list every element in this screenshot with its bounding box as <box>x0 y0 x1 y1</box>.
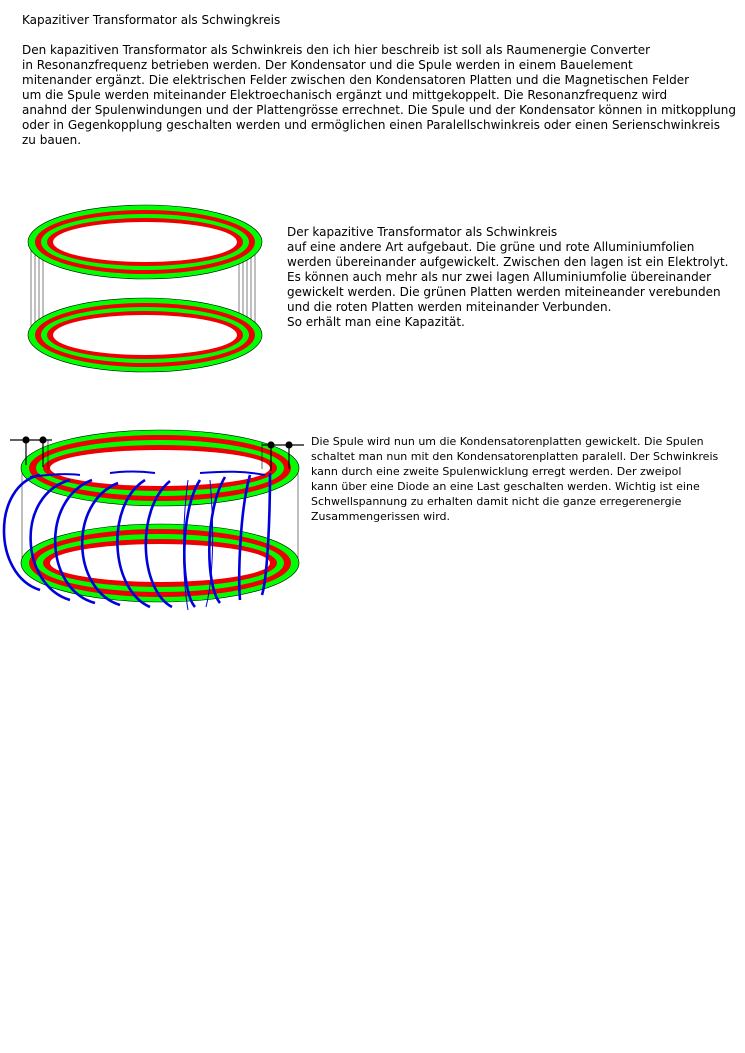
section2-paragraph <box>311 434 718 524</box>
intro-paragraph <box>22 43 736 148</box>
section1-line: So erhält man eine Kapazität. <box>287 315 465 329</box>
section1-line: gewickelt werden. Die grünen Platten werden miteineander verebunden <box>287 285 721 299</box>
intro-line: um die Spule werden miteinander Elektroechanisch ergänzt und mittgekoppelt. Die Resonanzfrequenz wird <box>22 88 668 102</box>
coil-wound-capacitor-figure <box>0 425 310 615</box>
section2-line: kann durch eine zweite Spulenwicklung erregt werden. Der zweipol <box>311 465 682 478</box>
intro-line: mitenander ergänzt. Die elektrischen Felder zwischen den Kondensatoren Platten und die Magnetischen Felder <box>22 73 690 87</box>
bottom-foil-ring <box>21 524 299 602</box>
bottom-foil-ring <box>28 298 262 372</box>
section1-line: auf eine andere Art aufgebaut. Die grüne und rote Alluminiumfolien <box>287 240 695 254</box>
section1-paragraph <box>287 225 728 330</box>
section2-line: Die Spule wird nun um die Kondensatorenplatten gewickelt. Die Spulen <box>311 435 704 448</box>
terminal-dot <box>23 437 29 443</box>
document-title: Kapazitiver Transformator als Schwingkreis <box>22 13 281 27</box>
intro-line: oder in Gegenkopplung geschalten werden und ermöglichen einen Paralellschwinkreis oder einen Serienschwinkreis <box>22 118 720 132</box>
top-foil-ring <box>28 205 262 279</box>
section1-line: Der kapazitive Transformator als Schwinkreis <box>287 225 558 239</box>
section1-line: Es können auch mehr als nur zwei lagen Alluminiumfolie übereinander <box>287 270 712 284</box>
intro-line: anahnd der Spulenwindungen und der Plattengrösse errechnet. Die Spule und der Kondensator können in mitkopplung <box>22 103 736 117</box>
section1-line: und die roten Platten werden miteinander Verbunden. <box>287 300 612 314</box>
intro-line: in Resonanzfrequenz betrieben werden. Der Kondensator und die Spule werden in einem Bauelement <box>22 58 633 72</box>
section2-line: Zusammengerissen wird. <box>311 510 451 523</box>
terminal-dot <box>286 442 292 448</box>
section2-line: schaltet man nun mit den Kondensatorenplatten paralell. Der Schwinkreis <box>311 450 719 463</box>
intro-line: zu bauen. <box>22 133 82 147</box>
terminal-dot <box>40 437 46 443</box>
terminal-dot <box>268 442 274 448</box>
section2-line: Schwellspannung zu erhalten damit nicht die ganze erregerenergie <box>311 495 682 508</box>
intro-line: Den kapazitiven Transformator als Schwinkreis den ich hier beschreib ist soll als Raumenergie Converter <box>22 43 651 57</box>
section1-line: werden übereinander aufgewickelt. Zwischen den lagen ist ein Elektrolyt. <box>287 255 729 269</box>
capacitor-rings-figure <box>25 200 270 380</box>
section2-line: kann über eine Diode an eine Last geschalten werden. Wichtig ist eine <box>311 480 700 493</box>
top-foil-ring <box>21 430 299 506</box>
